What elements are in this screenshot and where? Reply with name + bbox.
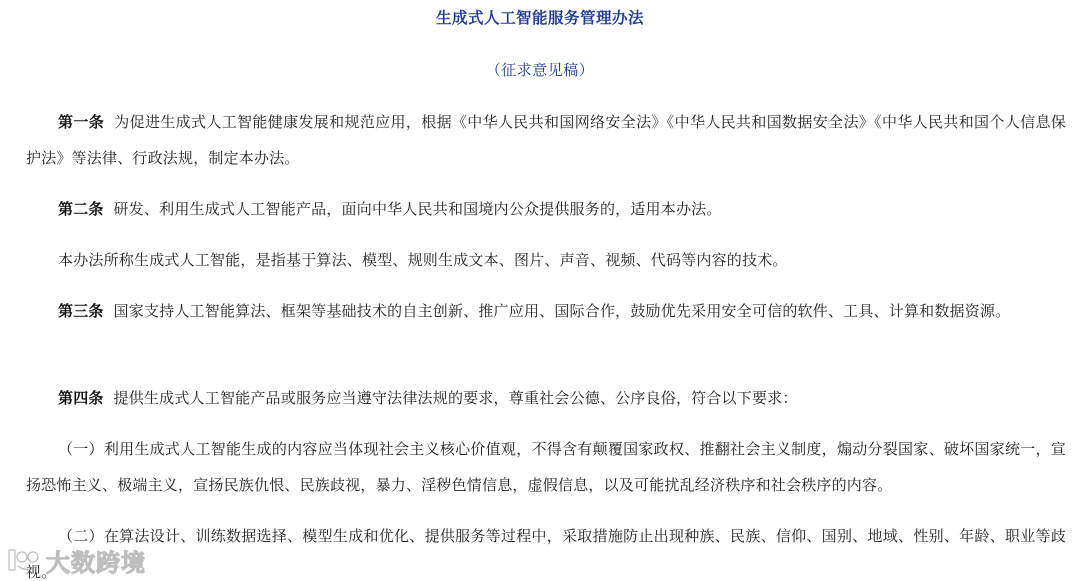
article-lead: 第三条	[58, 302, 104, 320]
watermark	[6, 544, 146, 576]
logo-icon	[6, 546, 40, 574]
article-text: 国家支持人工智能算法、框架等基础技术的自主创新、推广应用、国际合作，鼓励优先采用安全可信的软件、工具、计算和数据资源。	[113, 302, 1011, 320]
article-text: （一）利用生成式人工智能生成的内容应当体现社会主义核心价值观，不得含有颠覆国家政权、推翻社会主义制度，煽动分裂国家、破坏国家统一，宣扬恐怖主义、极端主义，宣扬民族仇恨、民族歧视，暴力、淫秽色情信息，虚假信息，以及可能扰乱经济秩序和社会秩序的内容。	[26, 440, 1066, 494]
article-lead: 第一条	[58, 113, 105, 131]
article-3	[26, 293, 1066, 329]
watermark-text: 大数跨境	[46, 548, 146, 577]
document-title: 生成式人工智能服务管理办法	[435, 8, 644, 27]
article-2	[26, 191, 1066, 227]
article-text: 本办法所称生成式人工智能，是指基于算法、模型、规则生成文本、图片、声音、视频、代码等内容的技术。	[58, 251, 788, 269]
article-text: 提供生成式人工智能产品或服务应当遵守法律法规的要求，尊重社会公德、公序良俗，符合以下要求：	[113, 389, 798, 407]
article-text: 研发、利用生成式人工智能产品，面向中华人民共和国境内公众提供服务的，适用本办法。	[113, 200, 722, 218]
article-lead: 第二条	[58, 200, 104, 218]
article-4-item-1	[26, 431, 1066, 503]
document-subtitle: （征求意见稿）	[485, 61, 595, 79]
article-2-definition	[26, 242, 1066, 278]
article-4-item-2	[26, 518, 1066, 581]
article-1	[26, 104, 1066, 176]
article-text: 为促进生成式人工智能健康发展和规范应用，根据《中华人民共和国网络安全法》《中华人民共和国数据安全法》《中华人民共和国个人信息保护法》等法律、行政法规，制定本办法。	[26, 113, 1066, 167]
article-4	[26, 380, 1066, 416]
article-lead: 第四条	[58, 389, 104, 407]
article-text: （二）在算法设计、训练数据选择、模型生成和优化、提供服务等过程中，采取措施防止出现种族、民族、信仰、国别、地域、性别、年龄、职业等歧视。	[26, 527, 1066, 581]
